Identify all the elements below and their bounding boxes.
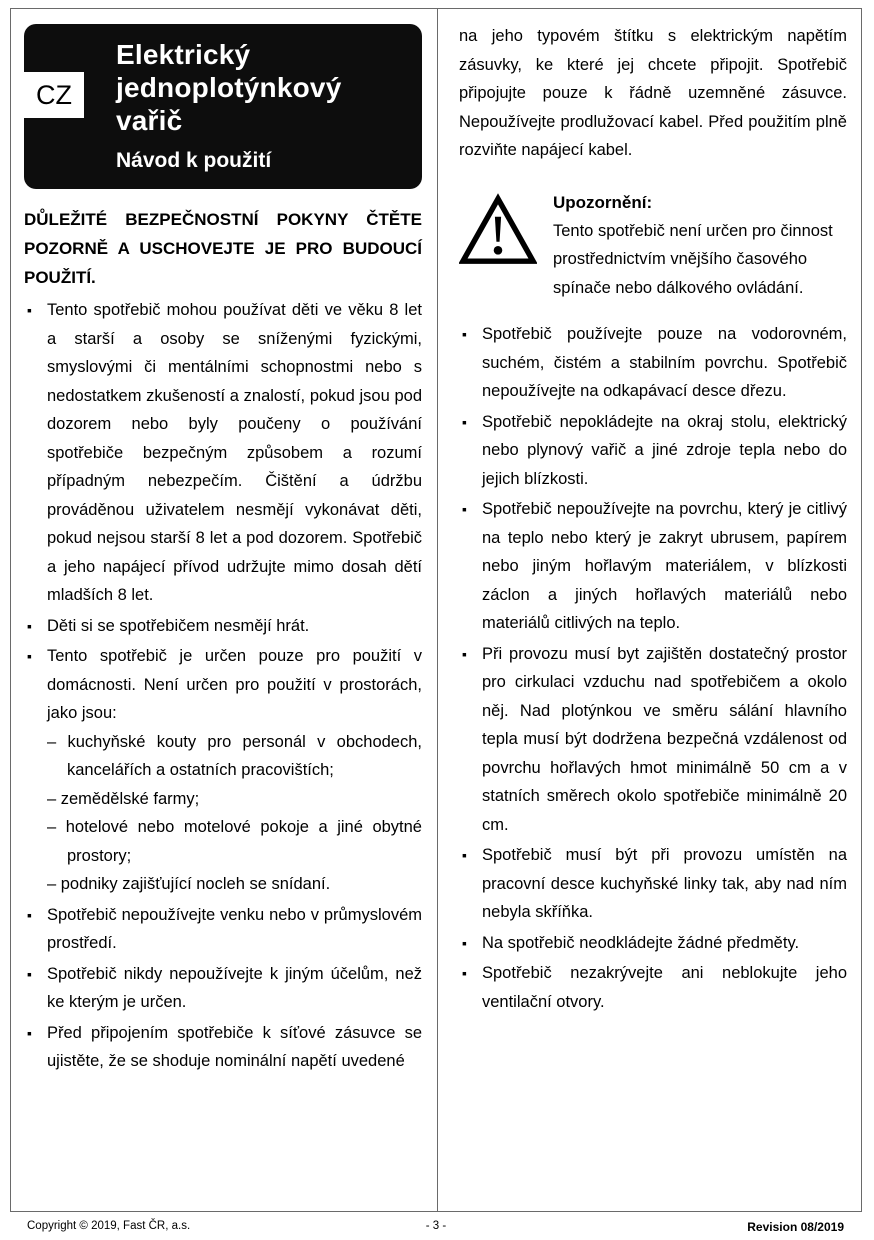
bullet-icon: ▪ bbox=[462, 847, 467, 863]
document-title: Elektrický jednoplotýnkový vařič bbox=[116, 39, 342, 136]
column-divider bbox=[437, 8, 438, 1212]
bullet-icon: ▪ bbox=[27, 1024, 32, 1041]
list-item-text: Děti si se spotřebičem nesmějí hrát. bbox=[47, 616, 310, 635]
warning-body bbox=[553, 189, 847, 303]
bullet-icon: ▪ bbox=[27, 302, 32, 318]
header-text bbox=[116, 38, 408, 173]
sub-item: – podniky zajišťující nocleh se snídaní. bbox=[47, 875, 331, 893]
list-item bbox=[24, 960, 422, 1017]
list-item bbox=[24, 642, 422, 899]
bullet-icon: ▪ bbox=[462, 413, 467, 430]
list-item-text: Tento spotřebič je určen pouze pro použití v domácnosti. Není určen pro použití v prostorách, jako jsou: bbox=[47, 647, 422, 722]
right-column bbox=[459, 22, 847, 1018]
bullet-icon: ▪ bbox=[27, 648, 32, 664]
list-item bbox=[459, 640, 847, 840]
list-item bbox=[459, 408, 847, 494]
bullet-icon: ▪ bbox=[462, 965, 467, 981]
bullet-icon: ▪ bbox=[462, 645, 467, 662]
footer bbox=[10, 1218, 862, 1236]
warning-text: Tento spotřebič není určen pro činnost prostřednictvím vnějšího časového spínače nebo dálkového ovládání. bbox=[553, 221, 833, 297]
bullet-icon: ▪ bbox=[462, 934, 467, 951]
list-item bbox=[24, 901, 422, 958]
list-item bbox=[24, 1019, 422, 1076]
list-item-text: Tento spotřebič mohou používat děti ve věku 8 let a starší a osoby se sníženými fyzickými, smyslovými či mentálními schopnostmi nebo s nedostatkem zkušeností a znalostí, pokud jsou pod dozorem nebo byly poučeny o používání spotřebiče bezpečným způsobem a rozumí případným nebezpečím. Čištění a údržbu prováděnou uživatelem nesmějí vykonávat děti, pokud nejsou starší 8 let a pod dozorem. Spotřebič a jeho napájecí přívod udržujte mimo dosah dětí mladších 8 let. bbox=[47, 301, 422, 604]
bullet-icon: ▪ bbox=[27, 965, 32, 982]
list-item-text: Spotřebič nezakrývejte ani neblokujte jeho ventilační otvory. bbox=[482, 964, 847, 1011]
header-box bbox=[24, 24, 422, 189]
list-item bbox=[24, 612, 422, 641]
list-item-text: Spotřebič nepokládejte na okraj stolu, elektrický nebo plynový vařič a jiné zdroje tepla nebo do jejich blízkosti. bbox=[482, 412, 847, 488]
list-item bbox=[24, 296, 422, 610]
list-item bbox=[459, 929, 847, 958]
warning-icon bbox=[459, 193, 537, 267]
language-tag: CZ bbox=[24, 72, 84, 118]
bullet-icon: ▪ bbox=[462, 326, 467, 342]
footer-copyright: Copyright © 2019, Fast ČR, a.s. bbox=[27, 1220, 191, 1232]
warning-title: Upozornění: bbox=[553, 192, 653, 212]
safety-list-right bbox=[459, 320, 847, 1016]
document-subtitle: Návod k použití bbox=[116, 149, 272, 172]
list-item-text: Spotřebič nikdy nepoužívejte k jiným účelům, než ke kterým je určen. bbox=[47, 964, 422, 1011]
list-item-text: Na spotřebič neodkládejte žádné předměty. bbox=[482, 933, 800, 952]
list-item-text: Při provozu musí byt zajištěn dostatečný prostor pro cirkulaci vzduchu nad spotřebičem a okolo něj. Nad plotýnkou ve směru sálání hlavního tepla musí být dodržena bezpečná vzdálenost od povrchu hořlavých hmot minimálně 50 cm a v statních směrech okolo spotřebiče minimálně 20 cm. bbox=[482, 644, 847, 834]
sub-item: – hotelové nebo motelové pokoje a jiné obytné prostory; bbox=[47, 818, 422, 865]
list-item-text: Spotřebič musí být při provozu umístěn na pracovní desce kuchyňské linky tak, aby nad ním nebyla skříňka. bbox=[482, 846, 847, 921]
bullet-icon: ▪ bbox=[27, 906, 32, 923]
list-item-text: Spotřebič používejte pouze na vodorovném, suchém, čistém a stabilním povrchu. Spotřebič nepoužívejte na odkapávací desce dřezu. bbox=[482, 325, 847, 400]
bullet-icon: ▪ bbox=[27, 617, 32, 634]
list-item bbox=[459, 959, 847, 1016]
list-item bbox=[459, 495, 847, 638]
list-item-text: Před připojením spotřebiče k síťové zásuvce se ujistěte, že se shoduje nominální napětí uvedené bbox=[47, 1023, 422, 1070]
list-item bbox=[459, 320, 847, 406]
left-column bbox=[24, 24, 422, 1078]
safety-list-left bbox=[24, 296, 422, 1076]
sub-item: – kuchyňské kouty pro personál v obchodech, kancelářích a ostatních pracovištích; bbox=[47, 732, 422, 779]
safety-heading: DŮLEŽITÉ BEZPEČNOSTNÍ POKYNY ČTĚTE POZORNĚ A USCHOVEJTE JE PRO BUDOUCÍ POUŽITÍ. bbox=[24, 210, 422, 287]
footer-page-number: - 3 - bbox=[425, 1220, 447, 1232]
footer-revision: Revision 08/2019 bbox=[747, 1220, 844, 1234]
list-item-text: Spotřebič nepoužívejte venku nebo v průmyslovém prostředí. bbox=[47, 905, 422, 952]
list-item-text: Spotřebič nepoužívejte na povrchu, který je citlivý na teplo nebo který je zakryt ubrusem, papírem nebo jiným hořlavým materiálem, v blízkosti záclon a jiných hořlavých materiálů nebo materiálů citlivých na teplo. bbox=[482, 500, 847, 632]
warning-block bbox=[459, 189, 847, 303]
list-item bbox=[459, 841, 847, 927]
continuation-paragraph: na jeho typovém štítku s elektrickým napětím zásuvky, ke které jej chcete připojit. Spotřebič připojujte pouze k řádně uzemněné zásuvce. Nepoužívejte prodlužovací kabel. Před použitím plně rozviňte napájecí kabel. bbox=[459, 27, 847, 159]
bullet-icon: ▪ bbox=[462, 501, 467, 517]
sub-item: – zemědělské farmy; bbox=[47, 789, 200, 808]
